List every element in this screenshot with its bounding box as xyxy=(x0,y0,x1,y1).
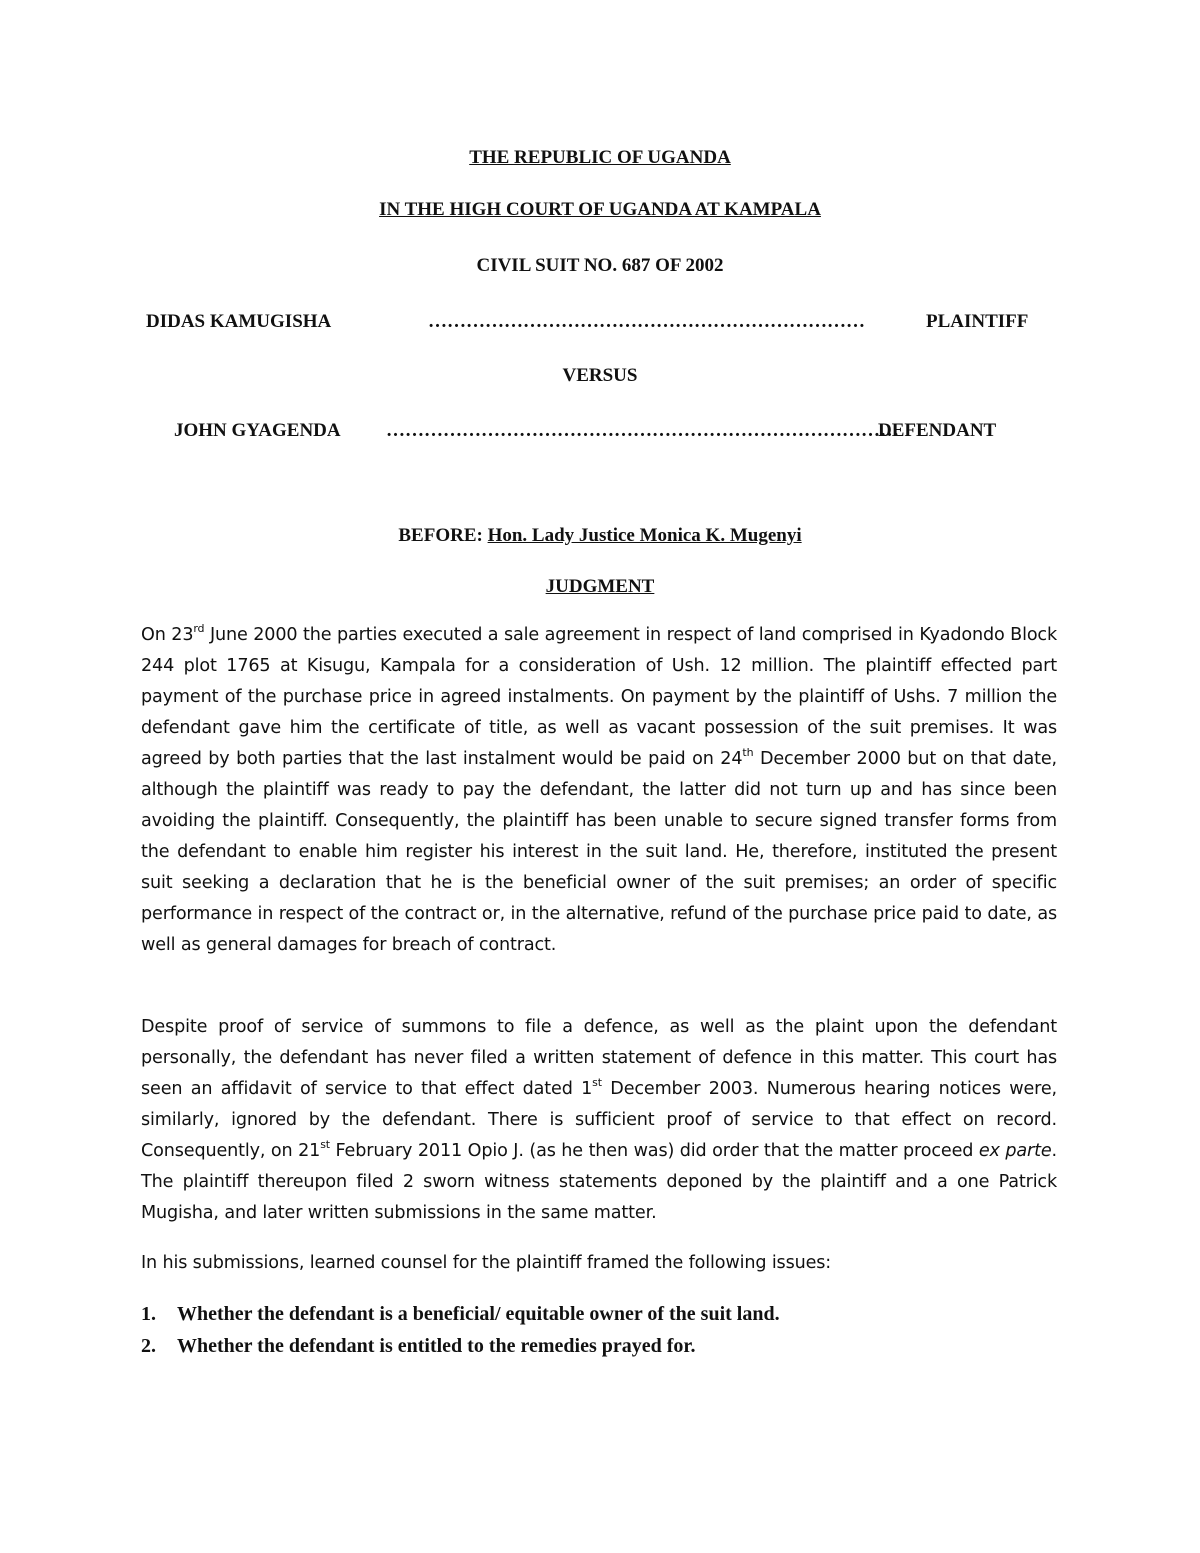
defendant-leader-dots: ……………………………………………………………………… xyxy=(386,420,899,441)
paragraph-issues-intro: In his submissions, learned counsel for the plaintiff framed the following issues: xyxy=(141,1253,832,1273)
paragraph-facts xyxy=(141,620,1057,961)
court-heading: IN THE HIGH COURT OF UGANDA AT KAMPALA xyxy=(379,199,821,220)
plaintiff-leader-dots: …………………………………………………………… xyxy=(428,311,865,332)
versus-label: VERSUS xyxy=(562,365,638,386)
defendant-name: JOHN GYAGENDA xyxy=(174,420,341,441)
judge-name: Hon. Lady Justice Monica K. Mugenyi xyxy=(487,525,802,546)
bench-line xyxy=(0,524,1200,548)
issue-number: 2. xyxy=(141,1335,156,1357)
republic-heading: THE REPUBLIC OF UGANDA xyxy=(469,147,731,168)
ex-parte-term: ex parte xyxy=(978,1141,1052,1161)
paragraph-service-part-d: . The plaintiff thereupon filed 2 sworn witness statements deponed by the plaintiff and a one Patrick Mugisha, and later written submissions in the same matter. xyxy=(141,1141,1057,1223)
paragraph-service-part-a: Despite proof of service of summons to file a defence, as well as the plaint upon the defendant personally, the defendant has never filed a written statement of defence in this matter. This court has seen an affidavit of service to that effect dated 1 xyxy=(141,1017,1057,1099)
paragraph-facts-part-b: June 2000 the parties executed a sale agreement in respect of land comprised in Kyadondo Block 244 plot 1765 at Kisugu, Kampala for a consideration of Ush. 12 million. The plaintiff effected part payment of the purchase price in agreed instalments. On payment by the plaintiff of Ushs. 7 million the defendant gave him the certificate of title, as well as vacant possession of the suit premises. It was agreed by both parties that the last instalment would be paid on 24 xyxy=(141,625,1057,769)
paragraph-facts-part-a: On 23 xyxy=(141,625,194,645)
issue-text: Whether the defendant is a beneficial/ equitable owner of the suit land. xyxy=(177,1303,780,1325)
suit-number: CIVIL SUIT NO. 687 OF 2002 xyxy=(476,255,724,276)
issue-number: 1. xyxy=(141,1303,156,1325)
issue-item xyxy=(141,1333,695,1359)
ordinal-suffix: st xyxy=(592,1076,602,1090)
paragraph-facts-part-c: December 2000 but on that date, although the plaintiff was ready to pay the defendant, the latter did not turn up and has since been avoiding the plaintiff. Consequently, the plaintiff has been unable to secure signed transfer forms from the defendant to enable him register his interest in the suit land. He, therefore, instituted the present suit seeking a declaration that he is the beneficial owner of the suit premises; an order of specific performance in respect of the contract or, in the alternative, refund of the purchase price paid to date, as well as general damages for breach of contract. xyxy=(141,749,1058,955)
ordinal-suffix: rd xyxy=(193,622,205,636)
before-label: BEFORE: xyxy=(398,525,483,546)
defendant-role: DEFENDANT xyxy=(878,420,997,441)
paragraph-service-part-b: December 2003. Numerous hearing notices were, similarly, ignored by the defendant. There is sufficient proof of service to that effect on record. Consequently, on 21 xyxy=(141,1079,1057,1161)
issue-text: Whether the defendant is entitled to the remedies prayed for. xyxy=(177,1335,696,1357)
issue-item xyxy=(141,1301,780,1327)
plaintiff-role: PLAINTIFF xyxy=(926,311,1029,332)
ordinal-suffix: st xyxy=(320,1138,330,1152)
judgment-title: JUDGMENT xyxy=(545,576,655,597)
paragraph-service-part-c: February 2011 Opio J. (as he then was) did order that the matter proceed xyxy=(329,1141,979,1161)
plaintiff-name: DIDAS KAMUGISHA xyxy=(146,311,332,332)
paragraph-service xyxy=(141,1012,1057,1229)
ordinal-suffix: th xyxy=(742,746,754,760)
